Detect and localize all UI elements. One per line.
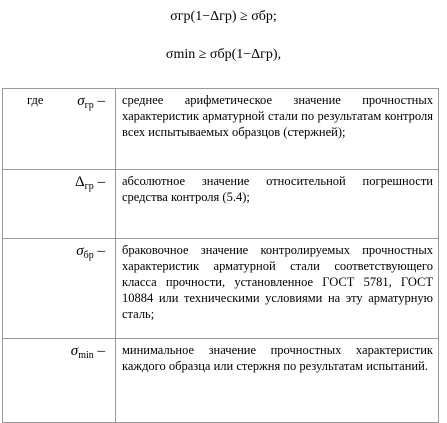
formula-line-2: σmin ≥ σбр(1−Δгр), bbox=[165, 47, 282, 62]
definition-text: абсолютное значение относительной погрешности средства контроля (5.4); bbox=[116, 170, 439, 239]
symbol-cell bbox=[3, 239, 116, 339]
definition-row bbox=[3, 89, 439, 170]
symbol-delta-gr: $\Delta_{гр}$ – bbox=[74, 174, 105, 192]
symbol-sigma-br: $\sigma_{бр}$ – bbox=[76, 243, 105, 261]
definitions-table bbox=[2, 88, 439, 423]
definition-text: среднее арифметическое значение прочностных характеристик арматурной стали по результатам контроля всех испытываемых образцов (стержней); bbox=[116, 89, 439, 170]
symbol-cell bbox=[3, 339, 116, 423]
definition-row bbox=[3, 239, 439, 339]
definition-row bbox=[3, 339, 439, 423]
where-label: где bbox=[27, 93, 44, 107]
definition-row bbox=[3, 170, 439, 239]
formula-line-1: σгр(1−Δгр) ≥ σбр; bbox=[170, 9, 277, 24]
symbol-sigma-min: $\sigma_{min}$ – bbox=[70, 343, 105, 361]
definition-text: браковочное значение контролируемых прочностных характеристик арматурной стали соответствующего класса прочности, установленное ГОСТ 5781, ГОСТ 10884 или техническими условиями на эту арматурную сталь; bbox=[116, 239, 439, 339]
symbol-cell bbox=[3, 89, 116, 170]
symbol-sigma-gr: $\sigma_{гр}$ – bbox=[77, 93, 105, 111]
definition-text: минимальное значение прочностных характеристик каждого образца или стержня по результатам испытаний. bbox=[116, 339, 439, 423]
symbol-cell bbox=[3, 170, 116, 239]
